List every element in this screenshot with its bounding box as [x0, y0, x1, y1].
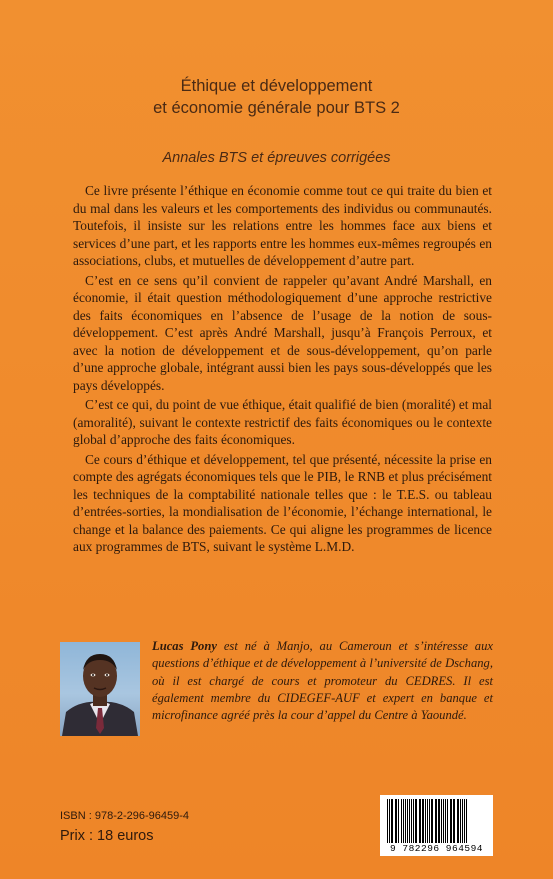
barcode-bar [403, 799, 404, 843]
barcode-bar [398, 799, 399, 843]
barcode-bar [411, 799, 412, 843]
barcode-bar [450, 799, 452, 843]
barcode-bar [391, 799, 393, 843]
barcode-bar [464, 799, 465, 843]
barcode-bar [438, 799, 440, 843]
blurb-paragraph: C’est ce qui, du point de vue éthique, était qualifié de bien (moralité) et mal (amoralité), suivant le contexte restrictif des faits économiques ou le contexte global d’approche des faits économiques. [73, 397, 492, 447]
book-title-line-1: Éthique et développement [180, 77, 373, 95]
price: Prix : 18 euros [60, 828, 154, 844]
barcode-bar [427, 799, 428, 843]
author-photo [60, 642, 140, 736]
book-subtitle: Annales BTS et épreuves corrigées [162, 150, 391, 166]
author-name: Lucas Pony [152, 639, 217, 653]
barcode-bar [413, 799, 414, 843]
barcode-bar [407, 799, 408, 843]
barcode-bar [435, 799, 437, 843]
barcode-bar [422, 799, 424, 843]
barcode-bar [429, 799, 430, 843]
barcode-bar [460, 799, 461, 843]
barcode-bar [443, 799, 444, 843]
barcode-bar [425, 799, 426, 843]
barcode-bar [466, 799, 467, 843]
blurb-text [73, 182, 492, 558]
barcode-bar [389, 799, 390, 843]
blurb-paragraph: Ce cours d’éthique et développement, tel que présenté, nécessite la prise en compte des agrégats économiques tels que le PIB, le RNB et plus précisément les techniques de la comptabilité nationale telles que : le T.E.S. ou tableau d’entrées-sorties, la mondialisation de l’économie, l’échange international, le change et la balance des paiements. Ce qui aligne les programmes de licence aux programmes de BTS, suivant le système L.M.D. [73, 451, 492, 554]
barcode-bar [401, 799, 402, 843]
author-bio-text: est né à Manjo, au Cameroun et s’intéresse aux questions d’éthique et de développement à l’université de Dschang, où il est chargé de cours et promoteur du CEDRES. Il est également membre du CIDEGEF-AUF et expert en banque et microfinance agréé près la cour d’appel du Centre à Yaoundé. [152, 639, 493, 723]
barcode-bar [395, 799, 397, 843]
book-title-line-2: et économie générale pour BTS 2 [153, 99, 400, 117]
barcode-bar [457, 799, 459, 843]
barcode-bars [384, 799, 489, 843]
barcode-bar [415, 799, 417, 843]
barcode-bar [445, 799, 446, 843]
isbn: ISBN : 978-2-296-96459-4 [60, 810, 190, 822]
barcode-bar [447, 799, 448, 843]
blurb-paragraph: C’est en ce sens qu’il convient de rappeler qu’avant André Marshall, en économie, il était question méthodologiquement d’une approche restrictive des faits économiques en l’absence de l’usage de la notion de sous-développement. C’est après André Marshall, jusqu’à François Perroux, et avec la notion de développement et de sous-développement, qu’on parle d’une approche globale, intégrant aussi bien les pays sous-développés que les pays développés. [73, 272, 492, 393]
author-bio [152, 638, 493, 724]
barcode [380, 795, 493, 856]
barcode-bar [462, 799, 463, 843]
barcode-bar [431, 799, 433, 843]
barcode-bar [409, 799, 410, 843]
barcode-digits: 9 782296 964594 [389, 843, 483, 854]
barcode-bar [387, 799, 388, 843]
barcode-bar [453, 799, 455, 843]
blurb-paragraph: Ce livre présente l’éthique en économie comme tout ce qui traite du bien et du mal dans les valeurs et les comportements des individus ou communautés. Toutefois, il insiste sur les relations entre les hommes face aux biens et services d’une part, et les rapports entre les hommes eux-mêmes regroupés en associations, clubs, et mutuelles de développement d’autre part. [73, 183, 492, 268]
barcode-bar [441, 799, 442, 843]
barcode-bar [405, 799, 406, 843]
barcode-bar [419, 799, 421, 843]
